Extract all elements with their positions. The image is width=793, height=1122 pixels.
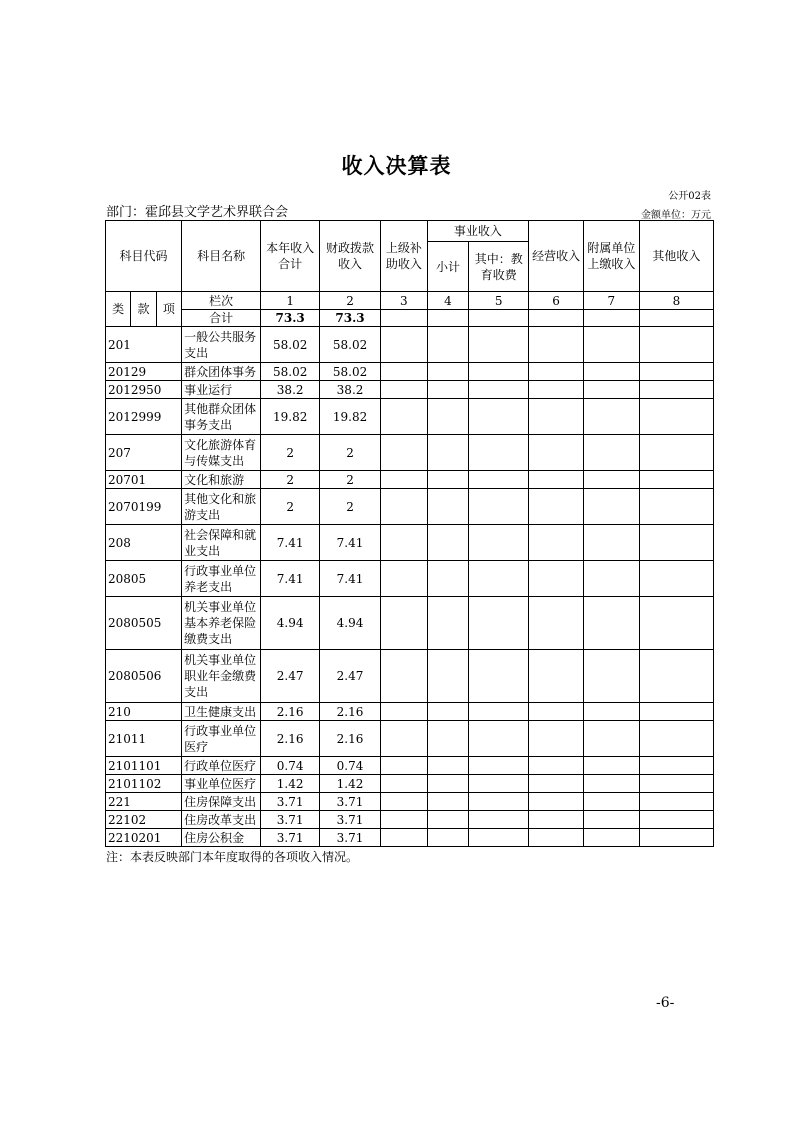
empty-cell <box>380 471 427 489</box>
empty-cell <box>469 793 529 811</box>
table-row <box>106 597 714 650</box>
row-fiscal: 38.2 <box>320 381 381 399</box>
row-name: 行政单位医疗 <box>182 757 261 775</box>
amount-unit-label: 金额单位：万元 <box>641 210 711 221</box>
header-fiscal: 财政拨款收入 <box>320 221 381 292</box>
row-fiscal: 0.74 <box>320 757 381 775</box>
empty-cell <box>380 650 427 703</box>
empty-cell <box>639 399 713 435</box>
row-fiscal: 58.02 <box>320 363 381 381</box>
empty-cell <box>380 525 427 561</box>
table-row <box>106 327 714 363</box>
header-total-income: 本年收入合计 <box>261 221 320 292</box>
empty-cell <box>380 597 427 650</box>
empty-cell <box>380 793 427 811</box>
row-fiscal: 2 <box>320 471 381 489</box>
row-total-income: 1.42 <box>261 775 320 793</box>
empty-cell <box>639 829 713 847</box>
empty-cell <box>529 811 584 829</box>
row-fiscal: 2.16 <box>320 703 381 721</box>
row-fiscal: 3.71 <box>320 811 381 829</box>
empty-cell <box>529 489 584 525</box>
row-fiscal: 2 <box>320 435 381 471</box>
row-total-income: 2 <box>261 435 320 471</box>
empty-cell <box>639 525 713 561</box>
empty-cell <box>529 435 584 471</box>
table-row <box>106 829 714 847</box>
table-row <box>106 399 714 435</box>
empty-cell <box>639 310 713 327</box>
row-fiscal: 1.42 <box>320 775 381 793</box>
empty-cell <box>639 597 713 650</box>
empty-cell <box>583 757 639 775</box>
table-row <box>106 471 714 489</box>
row-code: 221 <box>106 793 182 811</box>
empty-cell <box>639 721 713 757</box>
empty-cell <box>529 721 584 757</box>
empty-cell <box>583 811 639 829</box>
empty-cell <box>639 435 713 471</box>
header-xiang: 项 <box>156 292 181 327</box>
row-code: 2012999 <box>106 399 182 435</box>
header-education: 其中：教育收费 <box>469 242 529 292</box>
empty-cell <box>427 435 469 471</box>
header-operating: 经营收入 <box>529 221 584 292</box>
empty-cell <box>469 597 529 650</box>
empty-cell <box>529 829 584 847</box>
total-income-value: 73.3 <box>261 310 320 327</box>
empty-cell <box>427 327 469 363</box>
row-fiscal: 4.94 <box>320 597 381 650</box>
empty-cell <box>469 811 529 829</box>
table-row <box>106 793 714 811</box>
empty-cell <box>639 703 713 721</box>
header-affiliated: 附属单位上缴收入 <box>583 221 639 292</box>
empty-cell <box>427 489 469 525</box>
row-total-income: 19.82 <box>261 399 320 435</box>
empty-cell <box>427 703 469 721</box>
empty-cell <box>380 363 427 381</box>
empty-cell <box>583 471 639 489</box>
row-name: 住房改革支出 <box>182 811 261 829</box>
row-code: 207 <box>106 435 182 471</box>
empty-cell <box>380 399 427 435</box>
empty-cell <box>469 525 529 561</box>
empty-cell <box>639 363 713 381</box>
row-name: 事业单位医疗 <box>182 775 261 793</box>
empty-cell <box>583 435 639 471</box>
column-number-row <box>106 292 714 310</box>
empty-cell <box>427 525 469 561</box>
empty-cell <box>583 561 639 597</box>
row-name: 其他群众团体事务支出 <box>182 399 261 435</box>
empty-cell <box>583 327 639 363</box>
row-total-income: 4.94 <box>261 597 320 650</box>
row-code: 2080506 <box>106 650 182 703</box>
empty-cell <box>380 435 427 471</box>
page-number: -6- <box>656 995 675 1011</box>
table-row <box>106 775 714 793</box>
empty-cell <box>427 363 469 381</box>
empty-cell <box>469 327 529 363</box>
row-code: 20129 <box>106 363 182 381</box>
row-total-income: 7.41 <box>261 561 320 597</box>
header-other: 其他收入 <box>639 221 713 292</box>
empty-cell <box>639 327 713 363</box>
row-total-income: 0.74 <box>261 757 320 775</box>
row-name: 社会保障和就业支出 <box>182 525 261 561</box>
header-lei: 类 <box>106 292 131 327</box>
row-fiscal: 2 <box>320 489 381 525</box>
row-name: 机关事业单位基本养老保险缴费支出 <box>182 597 261 650</box>
empty-cell <box>380 829 427 847</box>
row-name: 行政事业单位养老支出 <box>182 561 261 597</box>
empty-cell <box>427 721 469 757</box>
empty-cell <box>639 650 713 703</box>
empty-cell <box>469 561 529 597</box>
row-name: 事业运行 <box>182 381 261 399</box>
empty-cell <box>639 381 713 399</box>
table-row <box>106 381 714 399</box>
empty-cell <box>469 757 529 775</box>
row-code: 20701 <box>106 471 182 489</box>
col-number: 2 <box>320 292 381 310</box>
empty-cell <box>583 721 639 757</box>
empty-cell <box>639 793 713 811</box>
row-total-income: 38.2 <box>261 381 320 399</box>
col-number: 3 <box>380 292 427 310</box>
empty-cell <box>469 471 529 489</box>
empty-cell <box>427 561 469 597</box>
empty-cell <box>529 399 584 435</box>
row-fiscal: 19.82 <box>320 399 381 435</box>
empty-cell <box>427 597 469 650</box>
table-row <box>106 757 714 775</box>
table-row <box>106 561 714 597</box>
header-kuan: 款 <box>131 292 156 327</box>
row-name: 机关事业单位职业年金缴费支出 <box>182 650 261 703</box>
empty-cell <box>380 327 427 363</box>
row-code: 2210201 <box>106 829 182 847</box>
col-number: 4 <box>427 292 469 310</box>
empty-cell <box>380 775 427 793</box>
row-total-income: 2 <box>261 471 320 489</box>
empty-cell <box>639 775 713 793</box>
row-code: 201 <box>106 327 182 363</box>
row-fiscal: 2.16 <box>320 721 381 757</box>
empty-cell <box>380 757 427 775</box>
empty-cell <box>583 703 639 721</box>
income-table <box>105 220 714 847</box>
empty-cell <box>529 703 584 721</box>
empty-cell <box>427 811 469 829</box>
col-number: 5 <box>469 292 529 310</box>
empty-cell <box>583 489 639 525</box>
row-fiscal: 7.41 <box>320 561 381 597</box>
empty-cell <box>583 829 639 847</box>
row-code: 210 <box>106 703 182 721</box>
empty-cell <box>380 561 427 597</box>
table-row <box>106 489 714 525</box>
row-total-income: 58.02 <box>261 327 320 363</box>
empty-cell <box>380 721 427 757</box>
empty-cell <box>469 775 529 793</box>
row-fiscal: 3.71 <box>320 793 381 811</box>
empty-cell <box>529 775 584 793</box>
row-code: 2101101 <box>106 757 182 775</box>
empty-cell <box>427 757 469 775</box>
row-code: 208 <box>106 525 182 561</box>
empty-cell <box>639 757 713 775</box>
row-code: 2101102 <box>106 775 182 793</box>
empty-cell <box>529 471 584 489</box>
empty-cell <box>469 829 529 847</box>
table-row <box>106 525 714 561</box>
empty-cell <box>380 310 427 327</box>
row-name: 住房公积金 <box>182 829 261 847</box>
empty-cell <box>583 793 639 811</box>
row-name: 卫生健康支出 <box>182 703 261 721</box>
row-code: 21011 <box>106 721 182 757</box>
col-number: 7 <box>583 292 639 310</box>
row-code: 2070199 <box>106 489 182 525</box>
empty-cell <box>529 310 584 327</box>
empty-cell <box>583 399 639 435</box>
empty-cell <box>583 525 639 561</box>
empty-cell <box>639 561 713 597</box>
empty-cell <box>427 829 469 847</box>
row-fiscal: 58.02 <box>320 327 381 363</box>
row-code: 20805 <box>106 561 182 597</box>
row-name: 群众团体事务 <box>182 363 261 381</box>
empty-cell <box>427 399 469 435</box>
empty-cell <box>469 650 529 703</box>
empty-cell <box>469 310 529 327</box>
row-code: 22102 <box>106 811 182 829</box>
row-fiscal: 7.41 <box>320 525 381 561</box>
empty-cell <box>529 650 584 703</box>
col-number: 6 <box>529 292 584 310</box>
empty-cell <box>583 310 639 327</box>
data-rows <box>106 327 714 847</box>
row-fiscal: 2.47 <box>320 650 381 703</box>
table-row <box>106 721 714 757</box>
row-code: 2080505 <box>106 597 182 650</box>
empty-cell <box>469 399 529 435</box>
empty-cell <box>639 811 713 829</box>
row-total-income: 58.02 <box>261 363 320 381</box>
empty-cell <box>583 597 639 650</box>
table-row <box>106 363 714 381</box>
empty-cell <box>583 363 639 381</box>
page-title: 收入决算表 <box>341 154 452 178</box>
empty-cell <box>529 597 584 650</box>
col-number: 8 <box>639 292 713 310</box>
total-label: 合计 <box>182 310 261 327</box>
empty-cell <box>427 381 469 399</box>
empty-cell <box>529 525 584 561</box>
header-subtotal: 小计 <box>427 242 469 292</box>
row-total-income: 2 <box>261 489 320 525</box>
department-label: 部门：霍邱县文学艺术界联合会 <box>106 205 289 220</box>
empty-cell <box>427 775 469 793</box>
empty-cell <box>380 703 427 721</box>
empty-cell <box>469 435 529 471</box>
empty-cell <box>639 489 713 525</box>
empty-cell <box>427 793 469 811</box>
header-superior: 上级补助收入 <box>380 221 427 292</box>
empty-cell <box>469 721 529 757</box>
empty-cell <box>529 381 584 399</box>
empty-cell <box>469 363 529 381</box>
row-total-income: 2.47 <box>261 650 320 703</box>
row-name: 住房保障支出 <box>182 793 261 811</box>
empty-cell <box>583 381 639 399</box>
row-total-income: 3.71 <box>261 829 320 847</box>
row-total-income: 7.41 <box>261 525 320 561</box>
row-fiscal: 3.71 <box>320 829 381 847</box>
empty-cell <box>529 327 584 363</box>
empty-cell <box>380 811 427 829</box>
row-code: 2012950 <box>106 381 182 399</box>
header-name: 科目名称 <box>182 221 261 292</box>
row-total-income: 2.16 <box>261 703 320 721</box>
table-note: 注：本表反映部门本年度取得的各项收入情况。 <box>106 850 359 864</box>
empty-cell <box>427 471 469 489</box>
table-row <box>106 703 714 721</box>
empty-cell <box>639 471 713 489</box>
table-row <box>106 811 714 829</box>
empty-cell <box>469 703 529 721</box>
empty-cell <box>380 489 427 525</box>
empty-cell <box>529 757 584 775</box>
empty-cell <box>427 650 469 703</box>
col-number: 1 <box>261 292 320 310</box>
total-fiscal-value: 73.3 <box>320 310 381 327</box>
empty-cell <box>529 793 584 811</box>
empty-cell <box>469 489 529 525</box>
empty-cell <box>583 775 639 793</box>
header-row-1 <box>106 221 714 242</box>
row-name: 其他文化和旅游支出 <box>182 489 261 525</box>
table-row <box>106 435 714 471</box>
header-lanci: 栏次 <box>182 292 261 310</box>
empty-cell <box>380 381 427 399</box>
header-code: 科目代码 <box>106 221 182 292</box>
table-row <box>106 650 714 703</box>
total-row <box>106 310 714 327</box>
empty-cell <box>469 381 529 399</box>
header-business-group: 事业收入 <box>427 221 529 242</box>
row-total-income: 3.71 <box>261 811 320 829</box>
row-name: 一般公共服务支出 <box>182 327 261 363</box>
row-total-income: 3.71 <box>261 793 320 811</box>
empty-cell <box>427 310 469 327</box>
row-name: 文化和旅游 <box>182 471 261 489</box>
empty-cell <box>583 650 639 703</box>
row-name: 行政事业单位医疗 <box>182 721 261 757</box>
row-name: 文化旅游体育与传媒支出 <box>182 435 261 471</box>
empty-cell <box>529 363 584 381</box>
row-total-income: 2.16 <box>261 721 320 757</box>
empty-cell <box>529 561 584 597</box>
form-number: 公开02表 <box>668 191 711 202</box>
